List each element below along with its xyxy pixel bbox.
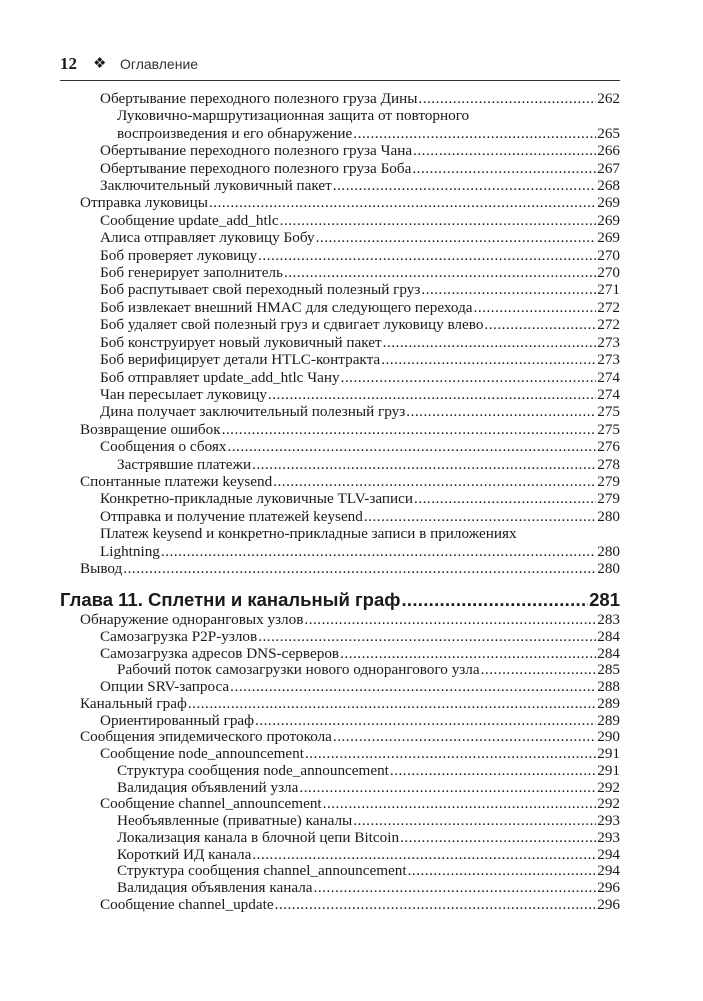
toc-entry-title: Сообщения о сбоях [100, 438, 227, 456]
toc-entry-page: 265 [597, 124, 620, 142]
toc-entry-title: Канальный граф [80, 694, 187, 712]
toc-entry-page: 296 [597, 895, 620, 913]
toc-entry-title: Боб отправляет update_add_htlc Чану [100, 368, 340, 386]
toc-entry[interactable] [80, 90, 620, 107]
toc-entry-title: Алиса отправляет луковицу Бобу [100, 229, 315, 247]
toc-entry-title: Ориентированный граф [100, 711, 255, 729]
toc-entry-page: 293 [597, 812, 620, 829]
toc-entry[interactable] [80, 543, 620, 560]
toc-entry[interactable] [80, 299, 620, 316]
dot-leader [284, 264, 596, 281]
dot-leader [390, 763, 596, 780]
toc-entry-title: Локализация канала в блочной цепи Bitcoin [117, 828, 400, 846]
toc-entry[interactable] [80, 847, 620, 864]
dot-leader [304, 612, 596, 629]
toc-entry-title: Валидация объявлений узла [117, 778, 299, 796]
toc-entry[interactable] [80, 264, 620, 281]
toc-section-chapter-11 [80, 612, 620, 914]
dot-leader [227, 438, 596, 455]
dot-leader [408, 863, 597, 880]
toc-chapter-heading[interactable] [60, 588, 620, 612]
toc-entry-page: 288 [597, 678, 620, 695]
toc-entry-page: 293 [597, 828, 620, 846]
toc-entry[interactable] [80, 508, 620, 525]
dot-leader [421, 281, 596, 298]
toc-entry-title: Конкретно-прикладные луковичные TLV-записи [100, 490, 414, 508]
toc-entry-title: воспроизведения и его обнаружение [117, 124, 353, 142]
toc-entry-title: Вывод [80, 559, 123, 577]
dot-leader [252, 456, 596, 473]
toc-entry-page: 278 [597, 455, 620, 473]
toc-entry[interactable] [80, 438, 620, 455]
dot-leader [161, 543, 596, 560]
dot-leader [418, 90, 596, 107]
running-header [60, 52, 620, 81]
toc-entry-title: Боб проверяет луковицу [100, 246, 258, 264]
toc-entry-title: Луковично-маршрутизационная защита от повторного [117, 107, 470, 125]
dot-leader [268, 386, 596, 403]
toc-entry-page: 290 [597, 728, 620, 746]
dot-leader [401, 588, 588, 612]
toc-entry-page: 269 [597, 211, 620, 229]
toc-entry-page: 279 [597, 490, 620, 508]
toc-entry-page: 271 [597, 281, 620, 299]
dot-leader [323, 796, 597, 813]
toc-entry-title: Короткий ИД канала [117, 845, 252, 863]
toc-entry-title: Спонтанные платежи keysend [80, 472, 273, 490]
dot-leader [333, 177, 596, 194]
dot-leader [305, 746, 596, 763]
dot-leader [406, 403, 596, 420]
toc-entry-page: 292 [597, 778, 620, 796]
toc-entry-title: Обертывание переходного полезного груза Боба [100, 159, 412, 177]
toc-entry[interactable] [80, 316, 620, 333]
toc-entry-page: 272 [597, 316, 620, 334]
toc-entry-title: Обертывание переходного полезного груза Чана [100, 142, 413, 160]
dot-leader [258, 629, 596, 646]
toc-entry[interactable] [80, 612, 620, 629]
toc-entry-page: 273 [597, 333, 620, 351]
ornament-icon: ❖ [93, 54, 107, 72]
dot-leader [252, 847, 596, 864]
chapter-title: Глава 11. Сплетни и канальный граф [60, 589, 401, 610]
toc-entry[interactable] [80, 490, 620, 507]
toc-entry[interactable] [80, 177, 620, 194]
toc-entry[interactable] [80, 421, 620, 438]
toc-entry[interactable] [80, 403, 620, 420]
toc-entry-page: 269 [597, 194, 620, 212]
toc-entry-page: 294 [597, 862, 620, 880]
toc-entry-page: 276 [597, 438, 620, 456]
toc-entry-title: Застрявшие платежи [117, 455, 252, 473]
toc-entry-page: 266 [597, 142, 620, 160]
dot-leader [299, 780, 596, 797]
toc-entry-page: 291 [597, 761, 620, 779]
toc-entry-title: Боб удаляет свой полезный груз и сдвигает луковицу влево [100, 316, 484, 334]
dot-leader [474, 299, 597, 316]
toc-entry[interactable] [80, 386, 620, 403]
toc-entry-title: Отправка и получение платежей keysend [100, 507, 363, 525]
dot-leader [412, 160, 596, 177]
toc-entry[interactable] [80, 679, 620, 696]
toc-entry-title: Сообщение channel_update [100, 895, 274, 913]
toc-entry-title: Самозагрузка адресов DNS-серверов [100, 644, 340, 662]
toc-entry[interactable] [80, 830, 620, 847]
toc-entry-page: 270 [597, 264, 620, 282]
toc-entry-page: 270 [597, 246, 620, 264]
dot-leader [188, 696, 596, 713]
toc-entry-title: Структура сообщения channel_announcement [117, 862, 407, 880]
toc-entry[interactable] [80, 334, 620, 351]
toc-entry[interactable] [80, 456, 620, 473]
dot-leader [280, 212, 597, 229]
toc-entry-page: 280 [597, 507, 620, 525]
toc-entry-page: 275 [597, 403, 620, 421]
toc-entry-title: Обертывание переходного полезного груза Дины [100, 90, 418, 107]
dot-leader [209, 194, 596, 211]
toc-entry-title: Сообщение update_add_htlc [100, 211, 279, 229]
dot-leader [381, 351, 596, 368]
toc-entry[interactable] [80, 863, 620, 880]
toc-entry-title: Отправка луковицы [80, 194, 208, 212]
toc-entry[interactable] [80, 746, 620, 763]
dot-leader [340, 646, 596, 663]
toc-entry[interactable] [80, 247, 620, 264]
toc-entry-title: Сообщение channel_announcement [100, 795, 322, 813]
dot-leader [364, 508, 596, 525]
dot-leader [230, 679, 596, 696]
dot-leader [255, 713, 596, 730]
toc-entry[interactable] [80, 229, 620, 246]
toc-entry-title: Возвращение ошибок [80, 420, 221, 438]
toc-entry-title: Дина получает заключительный полезный груз [100, 403, 406, 421]
toc-entry[interactable] [80, 125, 620, 142]
dot-leader [314, 880, 597, 897]
running-title: Оглавление [120, 56, 199, 72]
dot-leader [123, 560, 596, 577]
toc-entry-title: Боб конструирует новый луковичный пакет [100, 333, 382, 351]
toc-entry-title: Рабочий поток самозагрузки нового однорангового узла [117, 661, 480, 679]
toc-section-chapter-10 [80, 90, 620, 577]
toc-entry-title: Необъявленные (приватные) каналы [117, 812, 353, 829]
toc-entry-title: Самозагрузка P2P-узлов [100, 627, 258, 645]
toc-entry-title: Lightning [100, 542, 160, 560]
toc-entry[interactable] [80, 107, 620, 124]
toc-entry[interactable] [80, 813, 620, 830]
toc-entry-page: 284 [597, 627, 620, 645]
dot-leader [258, 247, 596, 264]
toc-entry-page: 272 [597, 298, 620, 316]
toc-entry[interactable] [80, 662, 620, 679]
dot-leader [481, 662, 597, 679]
toc-entry-page: 283 [597, 611, 620, 628]
toc-entry[interactable] [80, 142, 620, 159]
toc-entry[interactable] [80, 160, 620, 177]
toc-entry-title: Боб верифицирует детали HTLC-контракта [100, 351, 381, 369]
toc-entry[interactable] [80, 713, 620, 730]
toc-entry[interactable] [80, 473, 620, 490]
toc-entry-page: 291 [597, 745, 620, 762]
toc-entry-page: 280 [597, 559, 620, 577]
dot-leader [333, 729, 596, 746]
toc-entry[interactable] [80, 646, 620, 663]
toc-entry[interactable] [80, 880, 620, 897]
toc-entry-page: 292 [597, 795, 620, 813]
toc-entry[interactable] [80, 763, 620, 780]
dot-leader [222, 421, 597, 438]
toc-entry-title: Боб генерирует заполнитель [100, 264, 283, 282]
toc-entry-page: 279 [597, 472, 620, 490]
toc-entry-page: 274 [597, 368, 620, 386]
toc-entry-page: 285 [597, 661, 620, 679]
toc-entry-page: 280 [597, 542, 620, 560]
toc-entry-title: Опции SRV-запроса [100, 678, 230, 695]
dot-leader [353, 125, 596, 142]
toc-entry[interactable] [80, 351, 620, 368]
dot-leader [484, 316, 596, 333]
toc-entry-page: 296 [597, 879, 620, 896]
toc-entry-title: Чан пересылает луковицу [100, 385, 267, 403]
toc-entry-page: 284 [597, 644, 620, 662]
toc-entry-page: 294 [597, 845, 620, 863]
dot-leader [353, 813, 596, 830]
dot-leader [275, 897, 597, 914]
toc-entry-page: 289 [597, 694, 620, 712]
dot-leader [316, 229, 597, 246]
toc-entry[interactable] [80, 281, 620, 298]
page-number: 12 [60, 54, 77, 73]
dot-leader [341, 369, 597, 386]
toc-entry-title: Боб извлекает внешний HMAC для следующего перехода [100, 298, 473, 316]
toc-entry-page: 289 [597, 711, 620, 729]
toc-entry[interactable] [80, 897, 620, 914]
toc-entry-page: 275 [597, 420, 620, 438]
dot-leader [273, 473, 596, 490]
dot-leader [383, 334, 597, 351]
toc-entry[interactable] [80, 629, 620, 646]
dot-leader [414, 490, 596, 507]
toc-entry-title: Обнаружение одноранговых узлов [80, 611, 304, 628]
toc-entry[interactable] [80, 560, 620, 577]
toc-entry[interactable] [80, 729, 620, 746]
toc-entry-title: Структура сообщения node_announcement [117, 761, 389, 779]
toc-entry-page: 274 [597, 385, 620, 403]
toc-entry[interactable] [80, 796, 620, 813]
toc-entry-page: 269 [597, 229, 620, 247]
toc-entry-title: Платеж keysend и конкретно-прикладные записи в приложениях [100, 525, 517, 543]
toc-entry-title: Сообщение node_announcement [100, 745, 304, 762]
toc-entry[interactable] [80, 780, 620, 797]
toc-entry[interactable] [80, 525, 620, 542]
toc-entry-page: 267 [597, 159, 620, 177]
toc-entry-title: Валидация объявления канала [117, 879, 313, 896]
toc-entry-title: Сообщения эпидемического протокола [80, 728, 332, 746]
toc-entry[interactable] [80, 212, 620, 229]
toc-entry-page: 262 [597, 90, 620, 107]
toc-entry-title: Боб распутывает свой переходный полезный груз [100, 281, 421, 299]
chapter-page: 281 [589, 589, 620, 610]
toc-entry[interactable] [80, 369, 620, 386]
toc-entry[interactable] [80, 696, 620, 713]
toc-entry-page: 268 [597, 177, 620, 195]
dot-leader [400, 830, 596, 847]
dot-leader [413, 142, 596, 159]
toc-entry-page: 273 [597, 351, 620, 369]
toc-entry[interactable] [80, 194, 620, 211]
toc-entry-title: Заключительный луковичный пакет [100, 177, 332, 195]
